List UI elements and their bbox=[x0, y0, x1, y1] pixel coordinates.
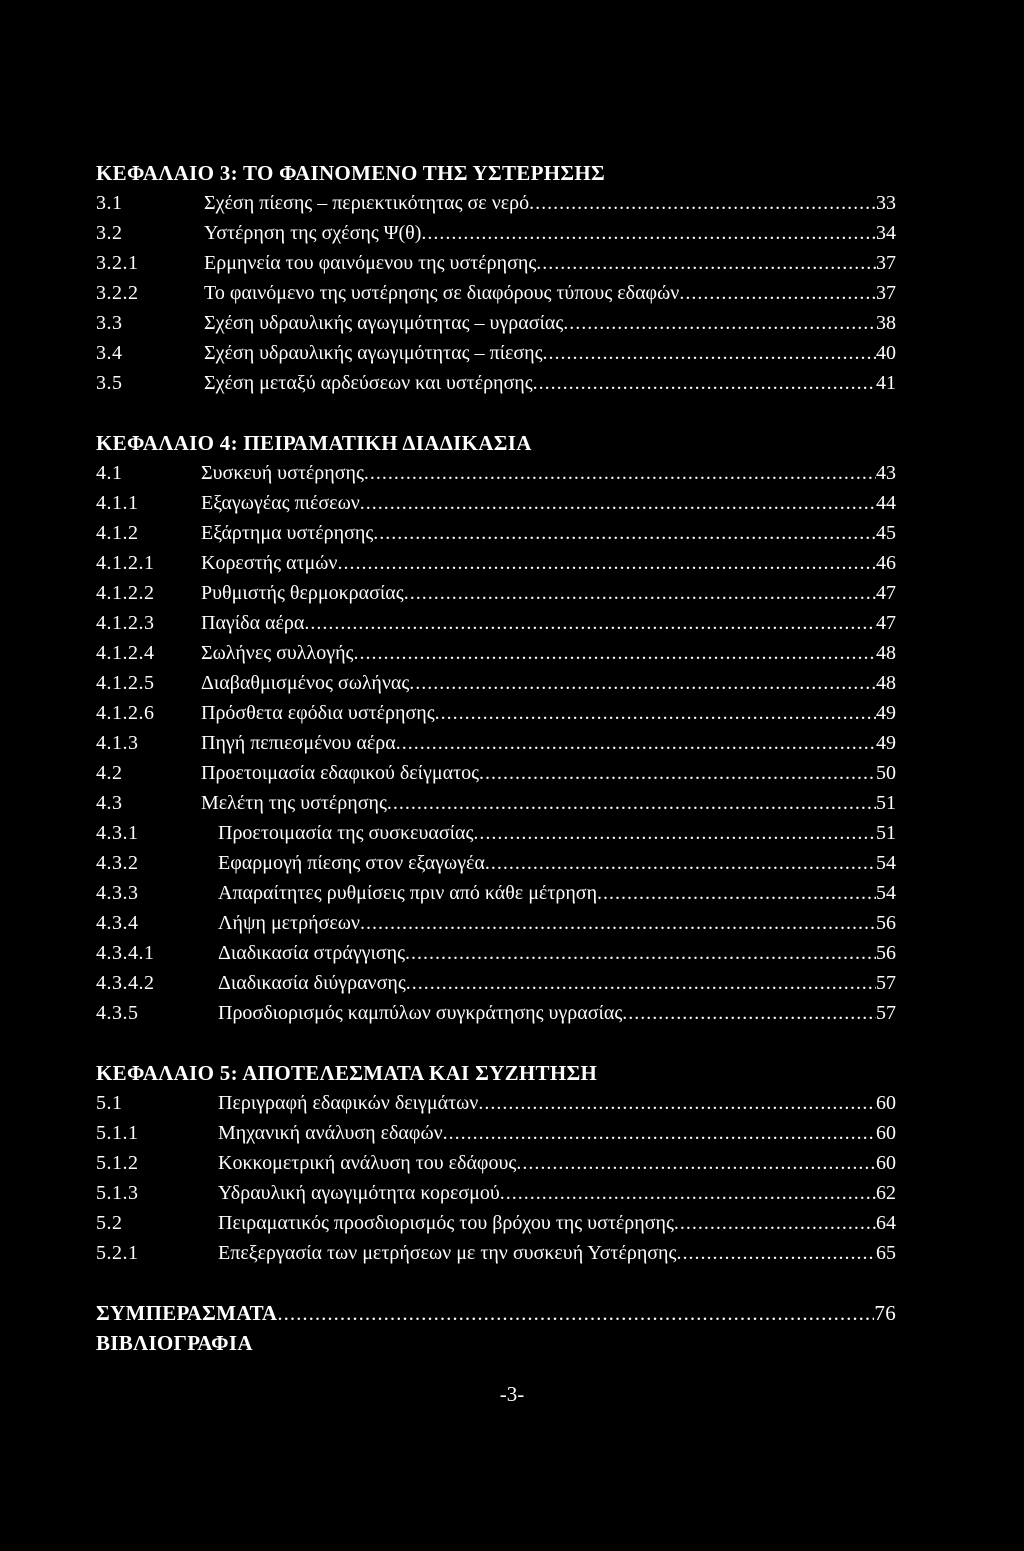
page-reference: 43 bbox=[876, 462, 896, 484]
dot-leader bbox=[597, 878, 876, 908]
section-number: 4.1.2.6 bbox=[96, 702, 155, 724]
conclusions-entry bbox=[96, 1298, 896, 1328]
toc-entry bbox=[96, 608, 896, 638]
section-number: 3.2 bbox=[96, 222, 123, 244]
page-reference: 47 bbox=[876, 582, 896, 604]
toc-entry bbox=[96, 188, 896, 218]
dot-leader bbox=[421, 218, 876, 248]
page-reference: 76 bbox=[874, 1301, 896, 1325]
chapter-5-heading: ΚΕΦΑΛΑΙΟ 5: ΑΠΟΤΕΛΕΣΜΑΤΑ ΚΑΙ ΣΥΖΗΤΗΣΗ bbox=[96, 1061, 598, 1085]
toc-entry bbox=[96, 938, 896, 968]
dot-leader bbox=[478, 1088, 876, 1118]
section-number: 5.1 bbox=[96, 1092, 123, 1114]
toc-entry bbox=[96, 878, 896, 908]
toc-entry bbox=[96, 338, 896, 368]
page-reference: 37 bbox=[876, 252, 896, 274]
toc-entry bbox=[96, 308, 896, 338]
section-number: 3.1 bbox=[96, 192, 123, 214]
page-reference: 46 bbox=[876, 552, 896, 574]
toc-entry bbox=[96, 518, 896, 548]
page-reference: 62 bbox=[876, 1182, 896, 1204]
section-number: 4.3.4.1 bbox=[96, 942, 155, 964]
section-number: 3.5 bbox=[96, 372, 123, 394]
page-reference: 64 bbox=[876, 1212, 896, 1234]
dot-leader bbox=[337, 548, 876, 578]
section-title: Ερμηνεία του φαινόμενου της υστέρησης bbox=[204, 252, 537, 274]
chapter-4-heading: ΚΕΦΑΛΑΙΟ 4: ΠΕΙΡΑΜΑΤΙΚΗ ΔΙΑΔΙΚΑΣΙΑ bbox=[96, 431, 532, 455]
section-title: Σχέση μεταξύ αρδεύσεων και υστέρησης bbox=[204, 372, 533, 394]
toc-entry bbox=[96, 788, 896, 818]
section-title: Συσκευή υστέρησης bbox=[201, 462, 364, 484]
section-title: Εξαγωγέας πιέσεων bbox=[201, 492, 360, 514]
dot-leader bbox=[500, 1178, 876, 1208]
section-number: 4.3 bbox=[96, 792, 123, 814]
page-reference: 47 bbox=[876, 612, 896, 634]
section-title: Κορεστής ατμών bbox=[201, 552, 338, 574]
toc-entry bbox=[96, 248, 896, 278]
section-title: Μηχανική ανάλυση εδαφών bbox=[218, 1122, 443, 1144]
section-title: Πρόσθετα εφόδια υστέρησης bbox=[201, 702, 435, 724]
section-number: 4.1.2.2 bbox=[96, 582, 155, 604]
dot-leader bbox=[353, 638, 876, 668]
section-title: Σχέση πίεσης – περιεκτικότητας σε νερό bbox=[204, 192, 530, 214]
section-number: 4.2 bbox=[96, 762, 123, 784]
section-title: Προετοιμασία εδαφικού δείγματος bbox=[201, 762, 480, 784]
section-title: Ρυθμιστής θερμοκρασίας bbox=[201, 582, 404, 604]
section-title: Πηγή πεπιεσμένου αέρα bbox=[201, 732, 396, 754]
toc-entry bbox=[96, 1178, 896, 1208]
section-number: 4.1.2.1 bbox=[96, 552, 155, 574]
section-number: 5.1.2 bbox=[96, 1152, 139, 1174]
section-number: 4.1.3 bbox=[96, 732, 139, 754]
dot-leader bbox=[404, 578, 876, 608]
page-number: -3- bbox=[499, 1382, 525, 1406]
dot-leader bbox=[396, 728, 876, 758]
toc-entry bbox=[96, 488, 896, 518]
page-reference: 54 bbox=[876, 852, 896, 874]
page-reference: 49 bbox=[876, 732, 896, 754]
spacer bbox=[96, 398, 896, 428]
section-number: 4.1.2.5 bbox=[96, 672, 155, 694]
dot-leader bbox=[529, 188, 876, 218]
toc-entry bbox=[96, 1238, 896, 1268]
section-number: 4.3.1 bbox=[96, 822, 139, 844]
section-title: Λήψη μετρήσεων bbox=[218, 912, 360, 934]
dot-leader bbox=[533, 368, 876, 398]
dot-leader bbox=[543, 338, 876, 368]
section-number: 4.1.1 bbox=[96, 492, 139, 514]
dot-leader bbox=[443, 1118, 876, 1148]
toc-entry bbox=[96, 968, 896, 998]
page-reference: 48 bbox=[876, 672, 896, 694]
page-reference: 54 bbox=[876, 882, 896, 904]
toc-entry bbox=[96, 848, 896, 878]
section-number: 3.3 bbox=[96, 312, 123, 334]
section-number: 4.1.2.4 bbox=[96, 642, 155, 664]
section-title: Υστέρηση της σχέσης Ψ(θ) bbox=[204, 222, 422, 244]
dot-leader bbox=[479, 758, 876, 788]
section-title: Υδραυλική αγωγιμότητα κορεσμού bbox=[218, 1182, 500, 1204]
page-reference: 60 bbox=[876, 1092, 896, 1114]
toc-entry bbox=[96, 638, 896, 668]
page-reference: 51 bbox=[876, 792, 896, 814]
section-title: Κοκκομετρική ανάλυση του εδάφους bbox=[218, 1152, 517, 1174]
section-title: Σχέση υδραυλικής αγωγιμότητας – πίεσης bbox=[204, 342, 543, 364]
page-reference: 57 bbox=[876, 1002, 896, 1024]
dot-leader bbox=[485, 848, 876, 878]
dot-leader bbox=[473, 818, 876, 848]
toc-entry bbox=[96, 218, 896, 248]
page-reference: 41 bbox=[876, 372, 896, 394]
dot-leader bbox=[536, 248, 876, 278]
dot-leader bbox=[406, 968, 876, 998]
section-number: 5.2.1 bbox=[96, 1242, 139, 1264]
section-number: 4.3.5 bbox=[96, 1002, 139, 1024]
toc-entry bbox=[96, 1208, 896, 1238]
dot-leader bbox=[563, 308, 876, 338]
section-title: Πειραματικός προσδιορισμός του βρόχου της υστέρησης bbox=[218, 1212, 674, 1234]
toc-entry bbox=[96, 758, 896, 788]
dot-leader bbox=[277, 1298, 874, 1328]
dot-leader bbox=[679, 278, 876, 308]
chapter-3-heading: ΚΕΦΑΛΑΙΟ 3: ΤΟ ΦΑΙΝΟΜΕΝΟ ΤΗΣ ΥΣΤΕΡΗΣΗΣ bbox=[96, 161, 606, 185]
toc-entry bbox=[96, 368, 896, 398]
section-number: 4.3.2 bbox=[96, 852, 139, 874]
page-reference: 60 bbox=[876, 1152, 896, 1174]
table-of-contents bbox=[96, 158, 896, 1358]
spacer bbox=[96, 1268, 896, 1298]
section-number: 5.1.1 bbox=[96, 1122, 139, 1144]
page-reference: 56 bbox=[876, 912, 896, 934]
section-number: 4.3.3 bbox=[96, 882, 139, 904]
section-title: Διαδικασία διύγρανσης bbox=[218, 972, 406, 994]
section-number: 3.4 bbox=[96, 342, 123, 364]
section-title: Προσδιορισμός καμπύλων συγκράτησης υγρασίας bbox=[218, 1002, 623, 1024]
dot-leader bbox=[409, 668, 876, 698]
dot-leader bbox=[364, 458, 876, 488]
dot-leader bbox=[435, 698, 876, 728]
toc-entry bbox=[96, 728, 896, 758]
section-number: 4.1.2 bbox=[96, 522, 139, 544]
dot-leader bbox=[674, 1208, 876, 1238]
page-reference: 60 bbox=[876, 1122, 896, 1144]
section-number: 5.1.3 bbox=[96, 1182, 139, 1204]
toc-entry bbox=[96, 698, 896, 728]
section-number: 3.2.2 bbox=[96, 282, 139, 304]
section-title: Εφαρμογή πίεσης στον εξαγωγέα bbox=[218, 852, 485, 874]
toc-entry bbox=[96, 278, 896, 308]
dot-leader bbox=[516, 1148, 876, 1178]
page-reference: 33 bbox=[876, 192, 896, 214]
bibliography-title: ΒΙΒΛΙΟΓΡΑΦΙΑ bbox=[96, 1331, 253, 1355]
page-reference: 34 bbox=[876, 222, 896, 244]
toc-entry bbox=[96, 1088, 896, 1118]
page-reference: 65 bbox=[876, 1242, 896, 1264]
dot-leader bbox=[387, 788, 876, 818]
page-reference: 45 bbox=[876, 522, 896, 544]
conclusions-title: ΣΥΜΠΕΡΑΣΜΑΤΑ bbox=[96, 1301, 278, 1325]
dot-leader bbox=[373, 518, 876, 548]
page-reference: 40 bbox=[876, 342, 896, 364]
spacer bbox=[96, 1028, 896, 1058]
page-reference: 51 bbox=[876, 822, 896, 844]
dot-leader bbox=[304, 608, 876, 638]
page-reference: 49 bbox=[876, 702, 896, 724]
page-reference: 50 bbox=[876, 762, 896, 784]
dot-leader bbox=[405, 938, 876, 968]
toc-entry bbox=[96, 578, 896, 608]
section-number: 4.1 bbox=[96, 462, 123, 484]
section-title: Διαβαθμισμένος σωλήνας bbox=[201, 672, 410, 694]
page-reference: 48 bbox=[876, 642, 896, 664]
dot-leader bbox=[676, 1238, 876, 1268]
toc-entry bbox=[96, 458, 896, 488]
section-number: 4.1.2.3 bbox=[96, 612, 155, 634]
page-reference: 44 bbox=[876, 492, 896, 514]
section-title: Προετοιμασία της συσκευασίας bbox=[218, 822, 474, 844]
dot-leader bbox=[622, 998, 876, 1028]
page-reference: 37 bbox=[876, 282, 896, 304]
page-reference: 56 bbox=[876, 942, 896, 964]
section-number: 4.3.4.2 bbox=[96, 972, 155, 994]
section-title: Μελέτη της υστέρησης bbox=[201, 792, 387, 814]
section-title: Παγίδα αέρα bbox=[201, 612, 305, 634]
section-number: 5.2 bbox=[96, 1212, 123, 1234]
dot-leader bbox=[360, 488, 876, 518]
toc-entry bbox=[96, 818, 896, 848]
toc-entry bbox=[96, 1148, 896, 1178]
section-number: 4.3.4 bbox=[96, 912, 139, 934]
section-title: Περιγραφή εδαφικών δειγμάτων bbox=[218, 1092, 479, 1114]
section-title: Σωλήνες συλλογής bbox=[201, 642, 354, 664]
page-reference: 38 bbox=[876, 312, 896, 334]
section-title: Επεξεργασία των μετρήσεων με την συσκευή Υστέρησης bbox=[218, 1242, 677, 1264]
dot-leader bbox=[360, 908, 876, 938]
bibliography-entry bbox=[96, 1328, 896, 1358]
section-title: Εξάρτημα υστέρησης bbox=[201, 522, 374, 544]
section-number: 3.2.1 bbox=[96, 252, 139, 274]
toc-entry bbox=[96, 668, 896, 698]
toc-entry bbox=[96, 998, 896, 1028]
toc-entry bbox=[96, 908, 896, 938]
toc-entry bbox=[96, 548, 896, 578]
section-title: Σχέση υδραυλικής αγωγιμότητας – υγρασίας bbox=[204, 312, 564, 334]
page-reference: 57 bbox=[876, 972, 896, 994]
section-title: Το φαινόμενο της υστέρησης σε διαφόρους τύπους εδαφών bbox=[204, 282, 680, 304]
section-title: Διαδικασία στράγγισης bbox=[218, 942, 406, 964]
section-title: Απαραίτητες ρυθμίσεις πριν από κάθε μέτρηση bbox=[218, 882, 598, 904]
toc-entry bbox=[96, 1118, 896, 1148]
